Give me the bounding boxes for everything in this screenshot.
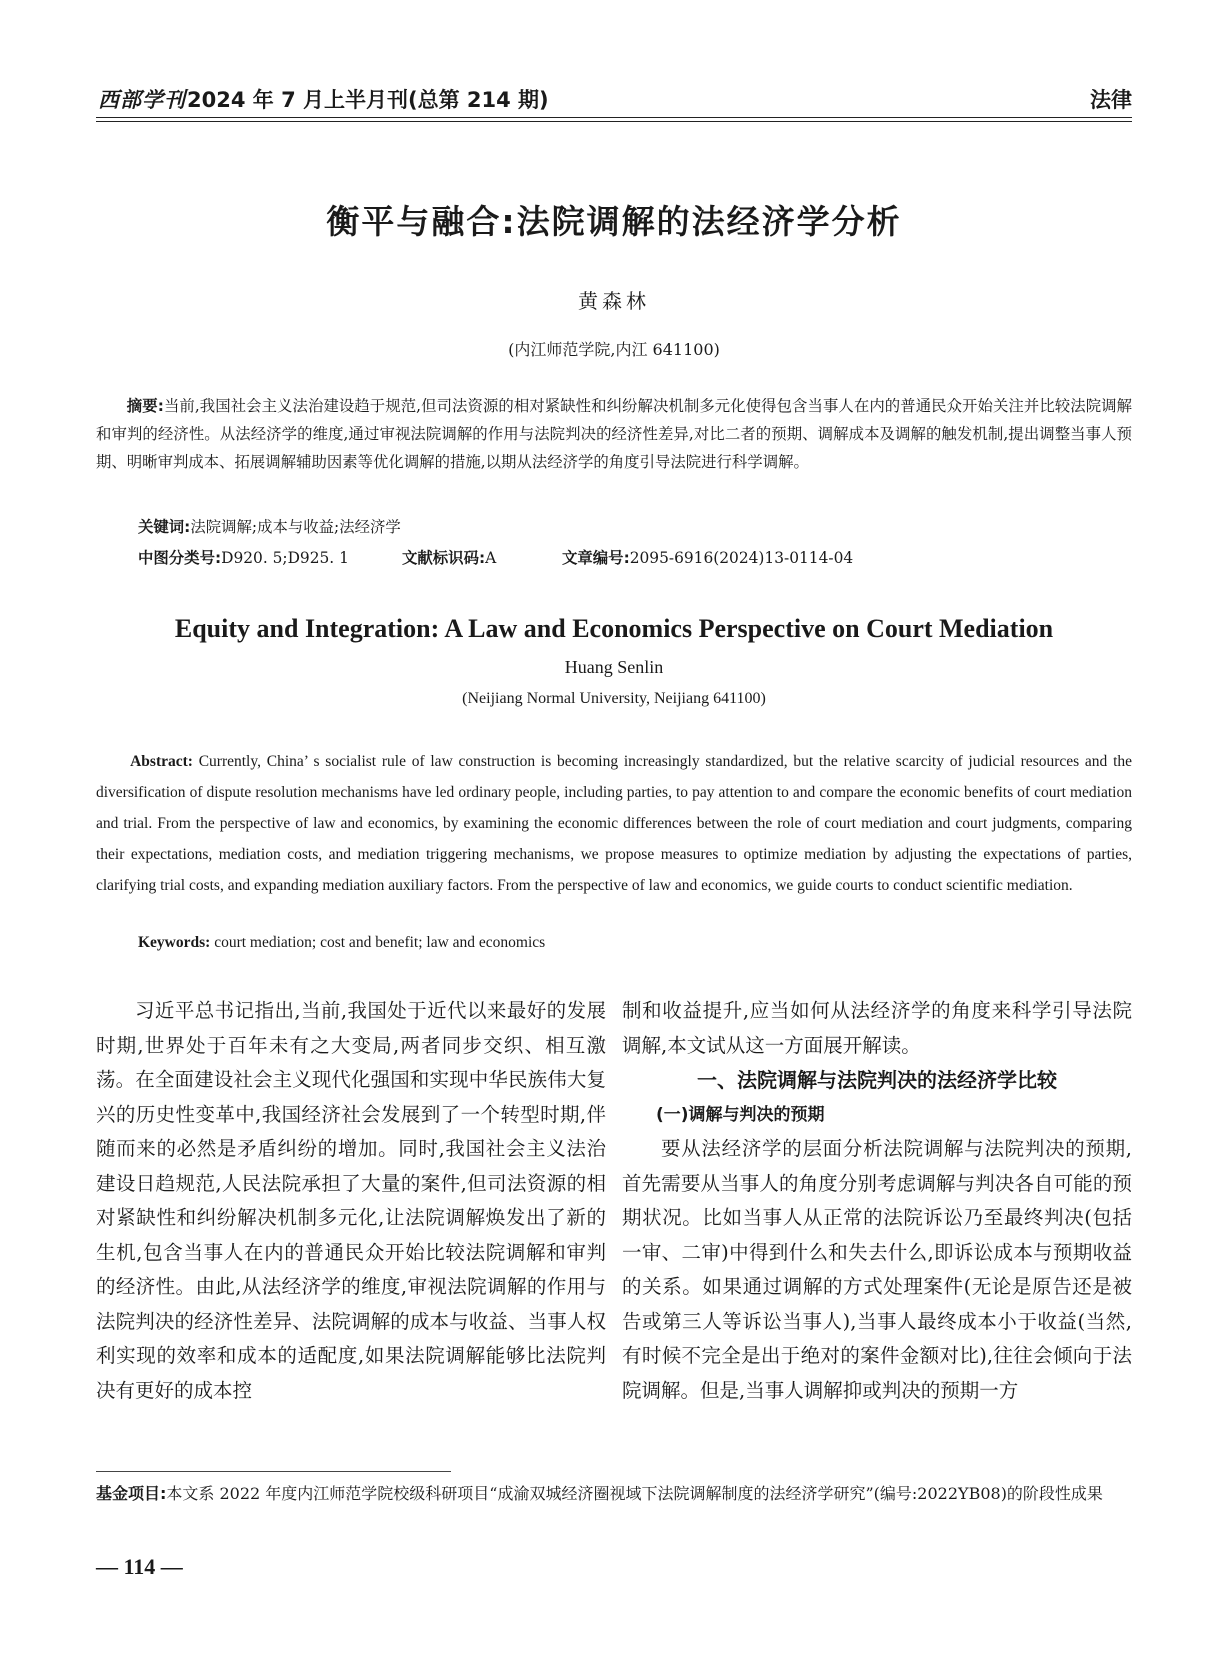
issue-info: 2024 年 7 月上半月刊(总第 214 期) — [187, 88, 549, 112]
doc-code — [402, 546, 496, 568]
affiliation-en: (Neijiang Normal University, Neijiang 641100) — [462, 690, 766, 707]
keywords-en-text: court mediation; cost and benefit; law and economics — [214, 934, 546, 951]
article-title-cn: 衡平与融合:法院调解的法经济学分析 — [326, 202, 902, 241]
running-header — [98, 84, 549, 114]
author-cn: 黄森林 — [578, 289, 650, 313]
clc-label: 中图分类号: — [138, 549, 222, 567]
abstract-cn-text: 当前,我国社会主义法治建设趋于规范,但司法资源的相对紧缺性和纠纷解决机制多元化使得包含当事人在内的普通民众开始关注并比较法院调解和审判的经济性。从法经济学的维度,通过审视法院调解的作用与法院判决的经济性差异,对比二者的预期、调解成本及调解的触发机制,提出调整当事人预期、明晰审判成本、拓展调解辅助因素等优化调解的措施,以期从法经济学的角度引导法院进行科学调解。 — [96, 397, 1133, 471]
clc-number — [138, 546, 349, 568]
doc-code-label: 文献标识码: — [402, 549, 486, 567]
abstract-cn-label: 摘要: — [126, 397, 164, 415]
clc-value: D920. 5;D925. 1 — [221, 549, 349, 567]
article-number — [562, 546, 853, 568]
abstract-en-text: Currently, China’ s socialist rule of law construction is becoming increasingly standardized, but the relative scarcity of judicial resources and the diversification of dispute resolution mechanisms have led ordinary people, including parties, to pay attention to and compare the economic benefits of court mediation and trial. From the perspective of law and economics, by examining the economic differences between the role of court mediation and court judgments, comparing their expectations, mediation costs, and mediation triggering mechanisms, we propose measures to optimize mediation by adjusting the expectations of parties, clarifying trial costs, and expanding mediation auxiliary factors. From the perspective of law and economics, we guide courts to conduct scientific mediation. — [96, 753, 1133, 894]
abstract-en-label: Abstract: — [130, 753, 193, 770]
body-paragraph-continued: 制和收益提升,应当如何从法经济学的角度来科学引导法院调解,本文试从这一方面展开解读。 — [622, 999, 1132, 1057]
article-number-label: 文章编号: — [562, 549, 630, 567]
section-label: 法律 — [1090, 88, 1132, 112]
abstract-cn — [96, 392, 1132, 476]
author-en: Huang Senlin — [564, 657, 664, 677]
subsection-heading: (一)调解与判决的预期 — [656, 1104, 825, 1125]
article-title-en: Equity and Integration: A Law and Economics Perspective on Court Mediation — [174, 614, 1054, 643]
footnote-rule — [96, 1471, 451, 1472]
keywords-en — [138, 934, 545, 952]
abstract-en — [96, 746, 1132, 901]
body-paragraph: 要从法经济学的层面分析法院调解与法院判决的预期,首先需要从当事人的角度分别考虑调解与判决各自可能的预期状况。比如当事人从正常的法院诉讼乃至最终判决(包括一审、二审)中得到什么和失去什么,即诉讼成本与预期收益的关系。如果通过调解的方式处理案件(无论是原告还是被告或第三人等诉讼当事人),当事人最终成本小于收益(当然,有时候不完全是出于绝对的案件金额对比),往往会倾向于法院调解。但是,当事人调解抑或判决的预期一方 — [622, 1137, 1132, 1402]
article-number-value: 2095-6916(2024)13-0114-04 — [629, 549, 854, 567]
body-left-column — [96, 994, 606, 1408]
funding-text: 本文系 2022 年度内江师范学院校级科研项目“成渝双城经济圈视域下法院调解制度的法经济学研究”(编号:2022YB08)的阶段性成果 — [166, 1484, 1103, 1503]
header-rule-thin — [96, 121, 1132, 122]
keywords-cn-text: 法院调解;成本与收益;法经济学 — [190, 518, 401, 536]
header-rule — [96, 117, 1132, 118]
keywords-en-label: Keywords: — [138, 934, 211, 951]
keywords-cn — [138, 515, 401, 537]
body-right-column — [622, 994, 1132, 1408]
keywords-cn-label: 关键词: — [138, 518, 191, 536]
affiliation-cn: (内江师范学院,内江 641100) — [508, 340, 720, 359]
funding-label: 基金项目: — [96, 1484, 167, 1503]
body-paragraph: 习近平总书记指出,当前,我国处于近代以来最好的发展时期,世界处于百年未有之大变局,两者同步交织、相互激荡。在全面建设社会主义现代化强国和实现中华民族伟大复兴的历史性变革中,我国经济社会发展到了一个转型时期,伴随而来的必然是矛盾纠纷的增加。同时,我国社会主义法治建设日趋规范,人民法院承担了大量的案件,但司法资源的相对紧缺性和纠纷解决机制多元化,让法院调解焕发出了新的生机,包含当事人在内的普通民众开始比较法院调解和审判的经济性。由此,从法经济学的维度,审视法院调解的作用与法院判决的经济性差异、法院调解的成本与收益、当事人权利实现的效率和成本的适配度,如果法院调解能够比法院判决有更好的成本控 — [96, 999, 606, 1402]
funding-footnote — [96, 1479, 1132, 1509]
section-heading: 一、法院调解与法院判决的法经济学比较 — [697, 1068, 1057, 1092]
page-number: — 114 — — [96, 1554, 183, 1579]
doc-code-value: A — [485, 549, 497, 567]
journal-name: 西部学刊 — [98, 87, 186, 112]
